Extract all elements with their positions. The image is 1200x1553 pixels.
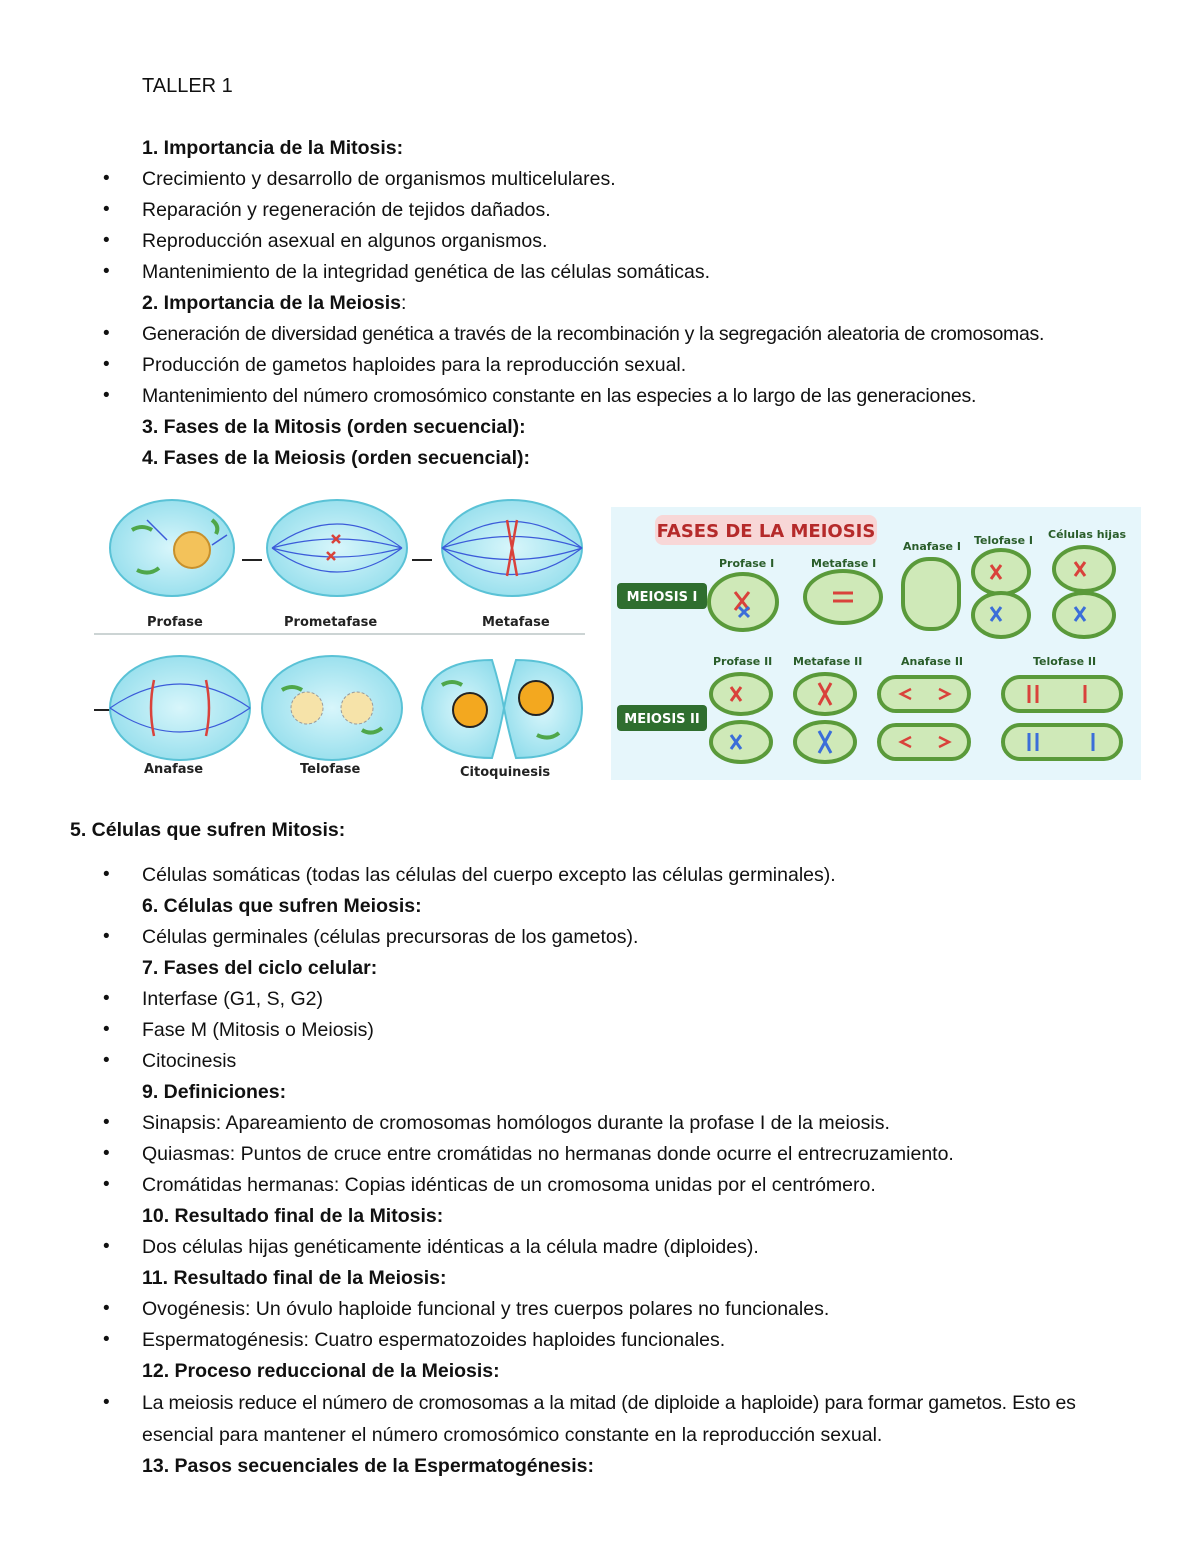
bullet: •	[103, 864, 110, 885]
bullet: •	[103, 385, 110, 406]
meiosis-phases-figure	[611, 507, 1141, 780]
bullet: •	[103, 988, 110, 1009]
mitosis-phases-figure	[92, 490, 587, 782]
bullet: •	[103, 354, 110, 375]
section-heading: 11. Resultado final de la Meiosis:	[142, 1267, 447, 1289]
figure-title: FASES DE LA MEIOSIS	[656, 521, 876, 542]
list-item: Sinapsis: Apareamiento de cromosomas homólogos durante la profase I de la meiosis.	[142, 1112, 890, 1134]
list-item: Interfase (G1, S, G2)	[142, 988, 323, 1010]
section-heading: 2. Importancia de la Meiosis	[142, 292, 402, 314]
bullet: •	[103, 323, 110, 344]
bullet: •	[103, 1174, 110, 1195]
meiosis-ii-label: MEIOSIS II	[624, 712, 700, 727]
meiosis-phase-label: Profase I	[719, 557, 775, 570]
list-item: Crecimiento y desarrollo de organismos multicelulares.	[142, 168, 616, 190]
list-item-continuation: esencial para mantener el número cromosómico constante en la reproducción sexual.	[142, 1424, 883, 1446]
meiosis-phase-label: Anafase I	[903, 540, 961, 553]
list-item: Mantenimiento de la integridad genética de las células somáticas.	[142, 261, 710, 283]
meiosis-phase-label: Metafase II	[793, 655, 863, 668]
bullet: •	[103, 1236, 110, 1257]
list-item: Generación de diversidad genética a través de la recombinación y la segregación aleatoria de cromosomas.	[142, 323, 1045, 345]
list-item: Células somáticas (todas las células del cuerpo excepto las células germinales).	[142, 864, 836, 886]
meiosis-phase-label: Metafase I	[811, 557, 877, 570]
meiosis-phase-label: Telofase I	[974, 534, 1033, 547]
section-heading: 12. Proceso reduccional de la Meiosis:	[142, 1360, 500, 1382]
list-item: Reparación y regeneración de tejidos dañados.	[142, 199, 551, 221]
list-item: Dos células hijas genéticamente idénticas a la célula madre (diploides).	[142, 1236, 759, 1258]
list-item: Quiasmas: Puntos de cruce entre cromátidas no hermanas donde ocurre el entrecruzamiento.	[142, 1143, 954, 1165]
meiosis-i-label: MEIOSIS I	[626, 590, 698, 605]
meiosis-phase-label: Anafase II	[901, 655, 963, 668]
page-title: TALLER 1	[142, 75, 233, 97]
citoquinesis-cell	[422, 660, 582, 758]
bullet: •	[103, 1019, 110, 1040]
bullet: •	[103, 1143, 110, 1164]
bullet: •	[103, 1298, 110, 1319]
metafase-cell	[442, 500, 582, 596]
section-heading: 10. Resultado final de la Mitosis:	[142, 1205, 444, 1227]
mitosis-label: Citoquinesis	[460, 765, 551, 780]
anafase-cell	[110, 656, 250, 760]
bullet: •	[103, 1050, 110, 1071]
mitosis-label: Telofase	[300, 762, 361, 777]
bullet: •	[103, 1112, 110, 1133]
mitosis-label: Anafase	[144, 762, 204, 777]
list-item: Fase M (Mitosis o Meiosis)	[142, 1019, 374, 1041]
telofase-cell	[262, 656, 402, 760]
profase-cell	[110, 500, 234, 596]
bullet: •	[103, 230, 110, 251]
section-heading: 6. Células que sufren Meiosis:	[142, 895, 422, 917]
meiosis-phase-label: Profase II	[713, 655, 773, 668]
section-heading: 1. Importancia de la Mitosis:	[142, 137, 404, 159]
list-item: Citocinesis	[142, 1050, 237, 1072]
list-item: Producción de gametos haploides para la reproducción sexual.	[142, 354, 687, 376]
bullet: •	[103, 199, 110, 220]
prometafase-cell	[267, 500, 407, 596]
meiosis-phase-label: Telofase II	[1033, 655, 1097, 668]
bullet: •	[103, 168, 110, 189]
mitosis-label: Prometafase	[284, 615, 378, 630]
meiosis-phase-label: Células hijas	[1048, 528, 1127, 541]
bullet: •	[103, 926, 110, 947]
list-item: Ovogénesis: Un óvulo haploide funcional y tres cuerpos polares no funcionales.	[142, 1298, 830, 1320]
list-item: Reproducción asexual en algunos organismos.	[142, 230, 548, 252]
section-heading: 4. Fases de la Meiosis (orden secuencial):	[142, 447, 530, 469]
mitosis-label: Metafase	[482, 615, 550, 630]
list-item: Mantenimiento del número cromosómico constante en las especies a lo largo de las generaciones.	[142, 385, 977, 407]
section-heading: 3. Fases de la Mitosis (orden secuencial):	[142, 416, 526, 438]
list-item: Células germinales (células precursoras de los gametos).	[142, 926, 639, 948]
list-item: La meiosis reduce el número de cromosomas a la mitad (de diploide a haploide) para formar gametos. Esto es	[142, 1392, 1076, 1414]
section-heading: 5. Células que sufren Mitosis:	[70, 819, 346, 841]
heading-colon: :	[401, 292, 407, 314]
mitosis-label: Profase	[147, 615, 203, 630]
section-heading: 9. Definiciones:	[142, 1081, 287, 1103]
section-heading-row	[142, 289, 406, 317]
list-item: Cromátidas hermanas: Copias idénticas de un cromosoma unidas por el centrómero.	[142, 1174, 876, 1196]
bullet: •	[103, 261, 110, 282]
bullet: •	[103, 1329, 110, 1350]
list-item: Espermatogénesis: Cuatro espermatozoides haploides funcionales.	[142, 1329, 726, 1351]
section-heading: 13. Pasos secuenciales de la Espermatogénesis:	[142, 1455, 594, 1477]
section-heading: 7. Fases del ciclo celular:	[142, 957, 378, 979]
bullet: •	[103, 1392, 110, 1413]
